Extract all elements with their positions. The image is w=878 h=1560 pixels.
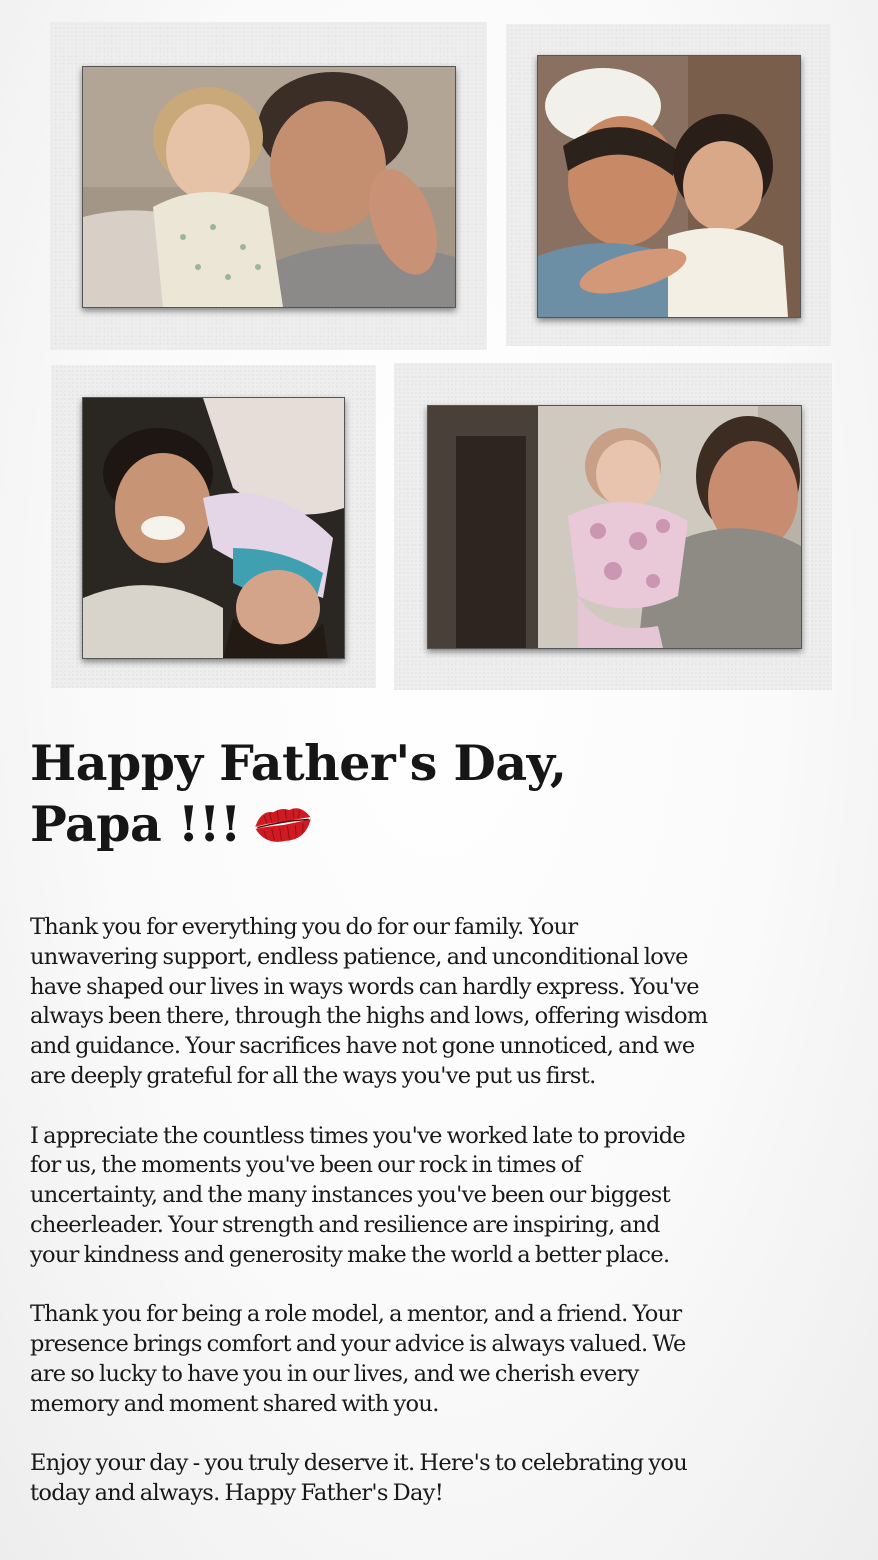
kiss-mark-icon: [251, 798, 315, 842]
text-line: Thank you for being a role model, a mentor, and a friend. Your: [30, 1301, 682, 1328]
photo-baby-pink-suit: [427, 405, 802, 649]
text-line: and guidance. Your sacrifices have not gone unnoticed, and we: [30, 1033, 695, 1060]
text-line: cheerleader. Your strength and resilience are inspiring, and: [30, 1211, 660, 1238]
photo-father-hat-baby: [537, 55, 801, 318]
text-line: Enjoy your day - you truly deserve it. Here's to celebrating you: [30, 1450, 688, 1477]
text-line: unwavering support, endless patience, and unconditional love: [30, 943, 688, 970]
text-line: your kindness and generosity make the world a better place.: [30, 1241, 670, 1268]
page-title: [30, 733, 790, 855]
text-line: Thank you for everything you do for our family. Your: [30, 914, 578, 940]
message-paragraph-3: [30, 1300, 850, 1419]
message-paragraph-4: [30, 1449, 850, 1509]
title-line-1: Happy Father's Day,: [30, 734, 567, 792]
message-paragraph-1: [30, 913, 850, 1092]
text-line: presence brings comfort and your advice is always valued. We: [30, 1331, 686, 1358]
photo-father-playing: [82, 397, 345, 659]
text-line: memory and moment shared with you.: [30, 1390, 439, 1417]
message-body: [30, 913, 850, 1539]
text-line: always been there, through the highs and lows, offering wisdom: [30, 1003, 708, 1030]
text-line: have shaped our lives in ways words can hardly express. You've: [30, 973, 699, 1000]
text-line: uncertainty, and the many instances you've been our biggest: [30, 1182, 670, 1209]
text-line: I appreciate the countless times you've worked late to provide: [30, 1122, 686, 1149]
text-line: are so lucky to have you in our lives, and we cherish every: [30, 1360, 639, 1387]
title-line-2: [30, 794, 790, 855]
text-line: are deeply grateful for all the ways you've put us first.: [30, 1062, 596, 1089]
photo-father-toddler: [82, 66, 456, 308]
text-line: today and always. Happy Father's Day!: [30, 1480, 444, 1507]
text-line: for us, the moments you've been our rock in times of: [30, 1152, 582, 1179]
message-paragraph-2: [30, 1122, 850, 1271]
title-line-2-text: Papa !!!: [30, 795, 241, 853]
